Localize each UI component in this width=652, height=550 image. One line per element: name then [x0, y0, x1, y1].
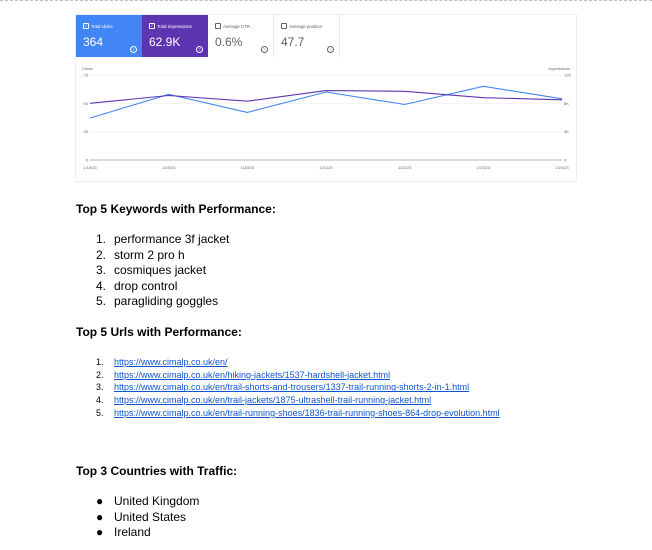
list-item: 3. https://www.cimalp.co.uk/en/trail-shorts-and-trousers/1337-trail-running-shorts-2-in-1.html — [96, 382, 470, 393]
list-item: ● United Kingdom — [96, 494, 200, 508]
x-tick-label: 1/21/23 — [319, 165, 333, 170]
urls-heading: Top 5 Urls with Performance: — [76, 325, 242, 339]
x-tick-label: 1/20/23 — [240, 165, 255, 170]
right-tick-label: 12K — [564, 72, 572, 78]
x-tick-label: 1/19/23 — [161, 165, 176, 170]
url-link[interactable]: https://www.cimalp.co.uk/en/trail-running-shoes/1836-trail-running-shoes-864-drop-evolution.html — [114, 407, 500, 418]
help-icon[interactable]: ? — [196, 46, 203, 53]
country-text: Ireland — [114, 525, 151, 539]
performance-chart-card — [76, 15, 576, 181]
urls-list — [76, 356, 500, 419]
url-link[interactable]: https://www.cimalp.co.uk/en/trail-jackets/1875-ultrashell-trail-running-jacket.html — [114, 395, 432, 406]
metric-label: Total impressions — [157, 23, 192, 29]
x-tick-label: 1/22/23 — [397, 165, 412, 170]
keyword-text: performance 3f jacket — [114, 232, 230, 246]
help-icon[interactable]: ? — [261, 46, 268, 53]
x-tick-label: 1/23/23 — [476, 165, 491, 170]
list-item: 1. performance 3f jacket — [96, 232, 230, 246]
left-axis-title: Clicks — [82, 66, 93, 71]
x-tick-label: 1/18/23 — [83, 165, 97, 170]
list-item: 1. https://www.cimalp.co.uk/en/ — [96, 357, 228, 367]
keyword-text: cosmiques jacket — [114, 263, 207, 277]
left-tick-label: 0 — [85, 157, 88, 163]
countries-list — [76, 494, 199, 541]
country-text: United Kingdom — [114, 494, 200, 508]
page-top-border — [0, 0, 652, 2]
list-item: 2. https://www.cimalp.co.uk/en/hiking-jackets/1537-hardshell-jacket.html — [96, 369, 391, 380]
metric-value: 0.6% — [215, 35, 243, 49]
left-tick-label: 75 — [83, 72, 88, 78]
metric-value: 62.9K — [149, 35, 181, 49]
checkbox-checked-icon: ✓ — [150, 23, 154, 28]
metric-value: 47.7 — [281, 35, 305, 49]
keyword-text: storm 2 pro h — [114, 247, 185, 262]
line-chart — [76, 15, 576, 181]
keywords-list — [76, 232, 229, 310]
url-link[interactable]: https://www.cimalp.co.uk/en/hiking-jackets/1537-hardshell-jacket.html — [114, 369, 391, 380]
help-icon[interactable]: ? — [327, 46, 334, 53]
metric-label: Average CTR — [223, 23, 251, 29]
keyword-text: paragliding goggles — [114, 294, 219, 308]
x-tick-label: 1/24/23 — [555, 165, 569, 170]
right-tick-label: 0 — [564, 157, 567, 163]
keywords-heading: Top 5 Keywords with Performance: — [76, 202, 276, 216]
list-item: ● United States — [96, 509, 187, 524]
list-item: 3. cosmiques jacket — [96, 263, 207, 277]
metric-label: Average position — [289, 23, 323, 29]
right-tick-label: 8K — [564, 100, 569, 106]
right-axis-title: Impressions — [548, 66, 570, 71]
country-text: United States — [114, 509, 187, 524]
help-icon[interactable]: ? — [130, 46, 137, 53]
metric-label: Total clicks — [91, 23, 113, 29]
list-item: 4. https://www.cimalp.co.uk/en/trail-jackets/1875-ultrashell-trail-running-jacket.html — [96, 395, 432, 406]
list-item: 5. paragliding goggles — [96, 294, 219, 308]
list-item: ● Ireland — [96, 525, 151, 539]
url-link[interactable]: https://www.cimalp.co.uk/en/trail-shorts-and-trousers/1337-trail-running-shorts-2-in-1.html — [114, 382, 470, 393]
right-tick-label: 4K — [564, 129, 569, 135]
countries-heading: Top 3 Countries with Traffic: — [76, 464, 238, 478]
list-item: 4. drop control — [96, 278, 178, 293]
url-link[interactable]: https://www.cimalp.co.uk/en/ — [114, 357, 228, 367]
list-item: 5. https://www.cimalp.co.uk/en/trail-running-shoes/1836-trail-running-shoes-864-drop-evolution.html — [96, 407, 500, 418]
keyword-text: drop control — [114, 278, 178, 293]
metric-value: 364 — [83, 35, 104, 49]
left-tick-label: 25 — [83, 129, 88, 135]
list-item: 2. storm 2 pro h — [96, 247, 185, 262]
left-tick-label: 50 — [83, 100, 88, 106]
checkbox-checked-icon: ✓ — [84, 23, 88, 28]
